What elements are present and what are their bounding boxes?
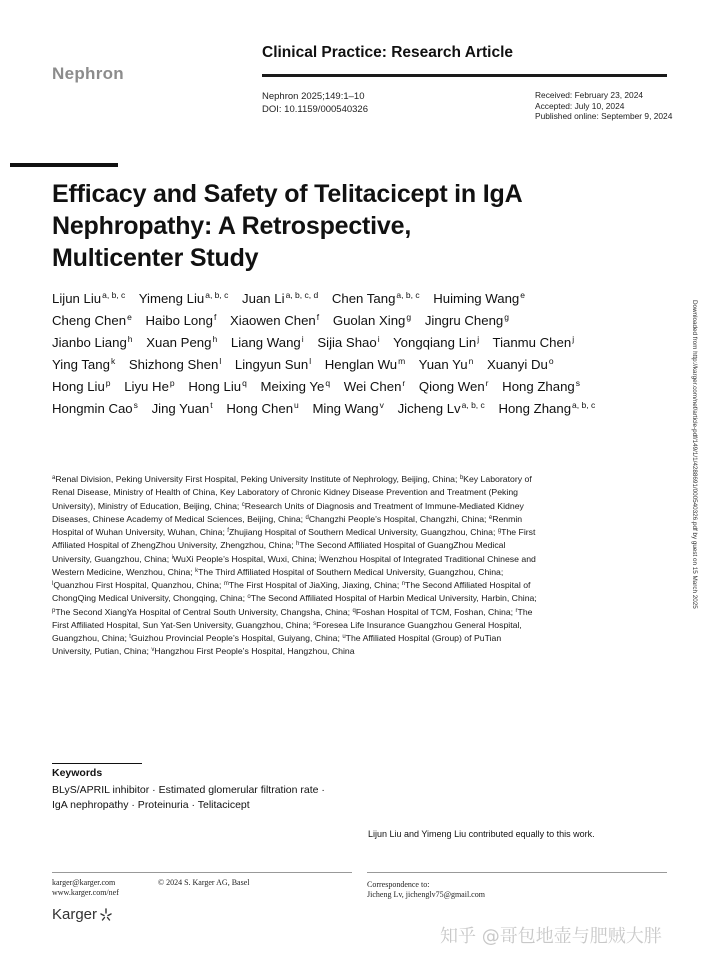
author [139,291,229,306]
author [146,335,217,350]
publisher-contact [52,878,119,898]
author [52,357,115,372]
author [419,357,474,372]
author [242,291,318,306]
author [124,379,174,394]
footer-rule [367,872,667,873]
author-name: Hong Liu [52,378,105,394]
affiliation-marker: o [247,594,251,601]
author-name: Hong Chen [226,400,294,416]
affiliation-text: The Affiliated Hospital (Group) of PuTian University, Putian, China; [52,633,502,657]
citation: Nephron 2025;149:1–10 [262,91,365,102]
author [325,357,405,372]
author [393,335,479,350]
author [344,379,406,394]
author [230,313,319,328]
author-name: Cheng Chen [52,312,127,328]
author-name: Xiaowen Chen [229,312,316,328]
affiliation-marker: s [313,620,317,627]
affiliation-text: The Second Affiliated Hospital of ChongQing Medical University, Chongqing, China; [52,580,531,604]
affiliation-text: Foshan Hospital of TCM, Foshan, China; [355,606,514,617]
affiliation-marker: m [223,581,229,587]
author [502,379,580,394]
author-name: Hong Liu [188,378,242,394]
author-name: Shizhong Shen [128,356,219,372]
affiliation-marker: b [459,475,464,481]
affiliation-marker: n [401,581,406,587]
author-affiliation-marker: f [316,311,320,322]
affiliation-text: The First Affiliated Hospital, Sun Yat-Sen University, Guangzhou, China; [52,606,533,630]
author-affiliation-marker: a, b, c [461,399,485,410]
affiliation-marker: t [129,634,131,640]
download-note [686,300,700,660]
affiliation-text: Quanzhou First Hospital, Quanzhou, China; [53,580,222,590]
author-name: Chen Tang [331,291,396,306]
affiliation-text: The Second XiangYa Hospital of Central South University, Changsha, China; [55,606,351,617]
author-name: Ming Wang [312,400,379,416]
author-name: Ying Tang [52,356,110,372]
author [52,379,111,394]
keywords-line: IgA nephropathy · Proteinuria · Telitacicept [52,799,250,811]
author-affiliation-marker: v [379,399,384,410]
author-affiliation-marker: s [133,399,138,410]
author-affiliation-marker: a, b, c [205,290,229,300]
received-date: Received: February 23, 2024 [535,90,644,100]
affiliation-text: The Second Affiliated Hospital of Harbin Medical University, Harbin, China; [250,593,537,604]
author [129,357,221,372]
author-name: Guolan Xing [332,312,406,328]
affiliation-marker: g [497,528,502,534]
affiliation-text: Renal Division, Peking University First Hospital, Peking University Institute of Nephrology, Beijing, China; [55,474,458,484]
affiliation-text: Renmin Hospital of Wuhan University, Wuhan, China; [52,513,523,537]
keywords-list [52,783,352,813]
affiliation-marker: r [515,607,518,614]
affiliation-text: Wenzhou Hospital of Integrated Traditional Chinese and Western Medicine, Wenzhou, China; [52,553,536,577]
author-affiliation-marker: a, b, c [102,290,126,300]
author [226,401,298,416]
accepted-date: Accepted: July 10, 2024 [535,100,625,111]
author [52,335,133,350]
affiliations [52,473,542,659]
watermark: 知乎 @哥包地壶与肥贼大胖 [440,926,662,947]
author-affiliation-marker: t [210,399,213,410]
affiliation-marker: f [227,528,229,534]
author-affiliation-marker: g [504,311,509,322]
author-affiliation-marker: j [477,333,480,344]
affiliation-marker: v [151,647,155,654]
author [231,335,304,350]
author-affiliation-marker: i [377,333,380,344]
affiliation-marker: k [195,567,199,574]
author [493,335,575,350]
author-affiliation-marker: j [572,333,575,344]
published-date: Published online: September 9, 2024 [535,111,673,122]
affiliation-marker: l [52,581,54,587]
author [398,401,485,416]
affiliation-text: Guizhou Provincial People’s Hospital, Guiyang, China; [130,633,340,643]
author-affiliation-marker: g [406,311,412,322]
author-affiliation-marker: l [219,355,222,366]
affiliation-text: The First Affiliated Hospital of ZhengZhou University, Zhengzhou, China; [52,527,536,551]
author [332,291,420,306]
author-name: Jingru Cheng [424,312,504,328]
citation-block [262,90,368,116]
author-name: Meixing Ye [260,378,325,394]
author-affiliation-marker: p [105,377,111,388]
author-name: Henglan Wu [324,356,398,372]
publisher-logo [52,906,113,923]
author-name: Hongmin Cao [52,400,133,416]
affiliation-text: The Third Affiliated Hospital of Southern Medical University, Guangzhou, China; [198,566,504,577]
affiliation-text: WuXi People’s Hospital, Wuxi, China; [172,553,317,564]
author [52,401,138,416]
author-name: Liyu He [124,378,169,394]
publisher-email[interactable]: karger@karger.com [52,878,116,887]
dates-block [535,90,672,122]
author-affiliation-marker: p [169,377,175,388]
correspondence [367,880,485,900]
affiliation-text: The Second Affiliated Hospital of GuangZhou Medical University, Guangzhou, China; [52,540,506,564]
affiliation-marker: h [296,541,300,548]
affiliation-marker: d [305,514,309,521]
author [145,313,216,328]
author-affiliation-marker: l [309,355,312,366]
journal-name: Nephron [52,64,124,83]
keywords-line: BLyS/APRIL inhibitor · Estimated glomerular filtration rate · [52,784,325,796]
copyright: © 2024 S. Karger AG, Basel [158,878,250,887]
author-name: Xuanyi Du [486,356,548,372]
correspondence-contact[interactable]: Jicheng Lv, jichenglv75@gmail.com [367,890,485,899]
author-affiliation-marker: r [402,377,406,388]
affiliation-text: Key Laboratory of Renal Disease, Ministry of Health of China, Key Laboratory of Chronic Kidney Disease Prevention and Treatment (Peking University), Ministry of Education, Beijing, China; [52,474,532,511]
author-name: Jianbo Liang [52,334,127,350]
download-note-text: Downloaded from http://karger.com/nef/article-pdf/149/1/1/4288691/000540326.pdf by guest on 15 March 2025 [691,300,698,609]
author-name: Xuan Peng [146,334,212,350]
karger-spark-icon [99,908,113,922]
author-affiliation-marker: a, b, c [396,290,420,300]
author [188,379,247,394]
affiliation-text: Hangzhou First People’s Hospital, Hangzhou, China [154,646,355,657]
footer-rule [52,872,352,873]
affiliation-text: Foresea Life Insurance Guangzhou General Hospital, Guangzhou, China; [52,619,522,643]
author [498,401,595,416]
doi[interactable]: DOI: 10.1159/000540326 [262,104,368,115]
author [52,313,132,328]
author [235,357,311,372]
author-name: Yimeng Liu [138,291,205,306]
author [333,313,411,328]
author-name: Juan Li [242,291,285,306]
author-affiliation-marker: i [301,333,304,344]
author-affiliation-marker: r [485,377,489,388]
publisher-logo-text: Karger [52,906,98,923]
affiliation-text: Research Units of Diagnosis and Treatment of Immune-Mediated Kidney Diseases, Chinese Academy of Medical Sciences, Beijing, China; [52,500,524,524]
author [425,313,509,328]
author-affiliation-marker: a, b, c, d [285,290,319,300]
author-name: Qiong Wen [418,378,485,394]
author-name: Sijia Shao [317,334,377,350]
affiliation-marker: q [352,607,356,614]
author-name: Tianmu Chen [492,334,572,350]
keywords-rule [52,763,142,764]
correspondence-label: Correspondence to: [367,880,430,889]
author-name: Liang Wang [230,334,301,350]
author-name: Lijun Liu [52,291,102,306]
author-name: Huiming Wang [433,291,520,306]
author-name: Hong Zhang [498,400,572,416]
author-affiliation-marker: h [212,333,218,344]
author-name: Lingyun Sun [234,356,309,372]
author-name: Wei Chen [343,378,402,394]
header-rule [262,74,667,77]
author-affiliation-marker: a, b, c [572,399,596,410]
author-affiliation-marker: q [325,377,331,388]
affiliation-text: Changzhi People’s Hospital, Changzhi, China; [308,513,487,524]
affiliation-text: The First Hospital of JiaXing, Jiaxing, China; [228,580,400,590]
author-name: Yongqiang Lin [393,334,477,350]
author-affiliation-marker: h [127,333,133,344]
affiliation-marker: c [241,501,245,508]
article-type: Clinical Practice: Research Article [262,44,513,61]
article-title: Efficacy and Safety of Telitacicept in IgA Nephropathy: A Retrospective, Multicenter Study [52,180,522,272]
author-affiliation-marker: n [468,355,474,366]
author [261,379,331,394]
author-name: Hong Zhang [502,378,575,394]
keywords-heading: Keywords [52,767,103,779]
title-rule [10,163,118,167]
author [419,379,489,394]
author-affiliation-marker: k [110,355,116,366]
author-list [52,288,612,419]
affiliation-marker: j [319,554,321,561]
author-affiliation-marker: u [294,399,299,410]
affiliation-marker: p [52,607,56,614]
affiliation-marker: e [488,514,493,521]
affiliation-text: Zhujiang Hospital of Southern Medical University, Guangzhou, China; [228,527,496,537]
author-affiliation-marker: m [398,355,406,366]
author-name: Yuan Yu [418,356,468,372]
author-name: Jing Yuan [151,400,210,416]
author-affiliation-marker: s [575,377,581,388]
equal-contribution-note: Lijun Liu and Yimeng Liu contributed equally to this work. [368,829,595,839]
affiliation-marker: u [342,634,346,640]
author-affiliation-marker: q [242,377,247,388]
author [433,291,525,306]
author [487,357,554,372]
affiliation-marker: a [52,475,56,481]
author-affiliation-marker: e [127,311,132,322]
author [317,335,379,350]
publisher-website[interactable]: www.karger.com/nef [52,888,119,897]
author-affiliation-marker: e [520,290,525,300]
author [312,401,383,416]
author-affiliation-marker: o [548,355,554,366]
author [52,291,125,306]
author-name: Jicheng Lv [397,400,461,416]
author-name: Haibo Long [145,312,213,328]
affiliation-marker: i [171,554,173,561]
author-affiliation-marker: f [213,311,217,322]
author [152,401,213,416]
